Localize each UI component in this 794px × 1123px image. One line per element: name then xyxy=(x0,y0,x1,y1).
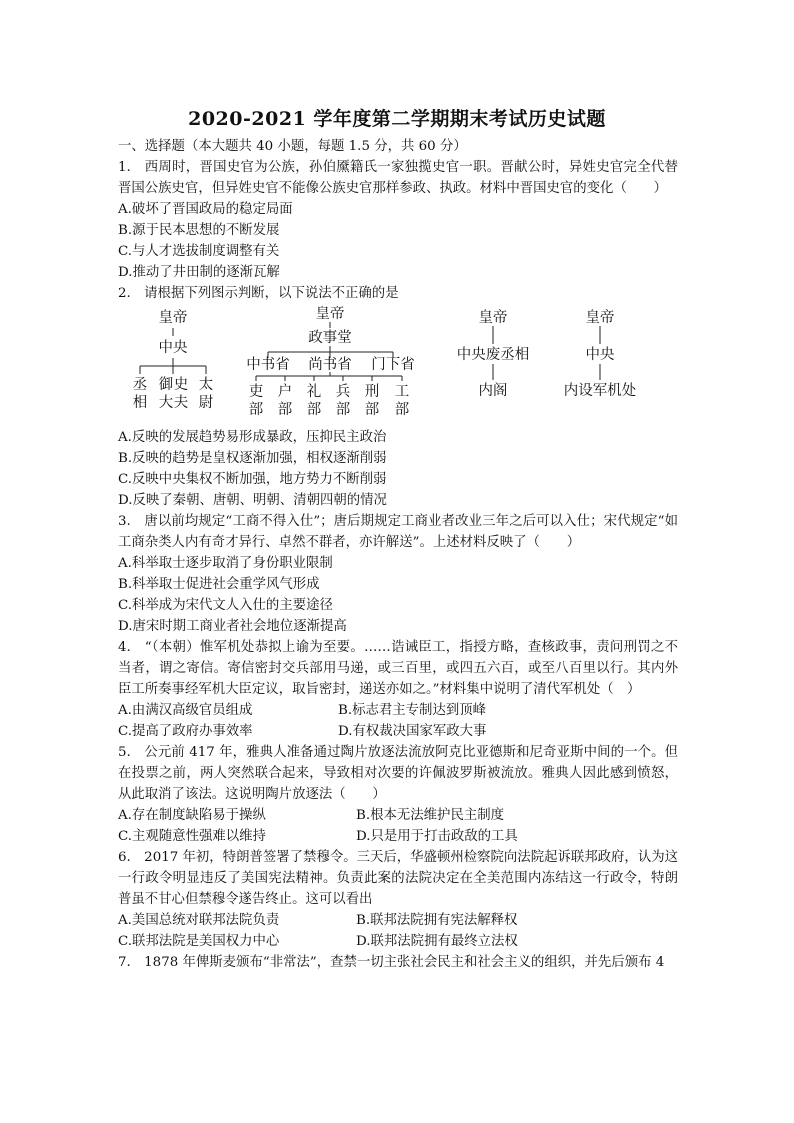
q1-option-d: D.推动了井田制的逐渐瓦解 xyxy=(118,265,280,280)
q3-option-b: B.科举取士促进社会重学风气形成 xyxy=(118,577,320,592)
section-heading: 一、选择题（本大题共 40 小题，每题 1.5 分，共 60 分） xyxy=(118,139,467,154)
d2-ministry-5: 刑部 xyxy=(364,384,380,418)
q5-option-a: A.存在制度缺陷易于操纵 xyxy=(118,808,266,823)
d1-emperor: 皇帝 xyxy=(158,310,188,326)
q5-option-b: B.根本无法维护民主制度 xyxy=(356,808,505,823)
q3-option-d: D.唐宋时期工商业者社会地位逐渐提高 xyxy=(118,619,347,634)
d1-official-2: 御大史夫 xyxy=(158,377,189,411)
d2-department-1: 中书省 xyxy=(246,357,290,373)
d2-ministry-4: 兵部 xyxy=(335,384,351,418)
d4-emperor: 皇帝 xyxy=(585,310,615,326)
d2-emperor: 皇帝 xyxy=(315,306,345,322)
q4-option-a: A.由满汉高级官员组成 xyxy=(118,703,253,718)
q4-options-row-2 xyxy=(118,721,678,742)
q1-option-a: A.破坏了晋国政局的稳定局面 xyxy=(118,202,293,217)
diagram-svg xyxy=(0,306,794,424)
d2-department-2: 尚书省 xyxy=(308,357,352,373)
question-3-stem: 3. 唐以前均规定“工商不得入仕”；唐后期规定工商业者改业三年之后可以入仕；宋代规定“如工商杂类人内有奇才异行、卓然不群者，亦许解送”。上述材料反映了（ ） xyxy=(118,514,678,550)
q5-options-row-2 xyxy=(118,826,678,847)
question-1-stem: 1. 西周时，晋国史官为公族，孙伯黡籍氏一家独揽史官一职。晋献公时，异姓史官完全代替晋国公族史官，但异姓史官不能像公族史官那样参政、执政。材料中晋国史官的变化（ ） xyxy=(118,160,678,196)
q3-option-a: A.科举取士逐步取消了身份职业限制 xyxy=(118,556,333,571)
q6-options-row-2 xyxy=(118,931,678,952)
d2-department-3: 门下省 xyxy=(371,357,415,373)
q2-option-c: C.反映中央集权不断加强，地方势力不断削弱 xyxy=(118,472,387,487)
question-7-stem: 7. 1878 年俾斯麦颁布“非常法”，查禁一切主张社会民主和社会主义的组织，并先后颁布 4 xyxy=(118,955,665,970)
d1-officials xyxy=(133,376,214,411)
q6-options-row-1 xyxy=(118,910,678,931)
exam-title: 2020-2021 学年度第二学期期末考试历史试题 xyxy=(188,108,606,130)
q5-option-d: D.只是用于打击政敌的工具 xyxy=(356,829,518,844)
q2-option-a: A.反映的发展趋势易形成暴政，压抑民主政治 xyxy=(118,430,387,445)
q6-option-b: B.联邦法院拥有宪法解释权 xyxy=(356,913,518,928)
d4-grand-council: 内设军机处 xyxy=(563,383,637,399)
q5-option-c: C.主观随意性强难以维持 xyxy=(118,829,266,844)
q4-option-d: D.有权裁决国家军政大事 xyxy=(338,724,487,739)
d3-emperor: 皇帝 xyxy=(478,310,508,326)
q4-option-b: B.标志君主专制达到顶峰 xyxy=(338,703,487,718)
d2-zhengshitang: 政事堂 xyxy=(308,330,352,346)
q6-option-a: A.美国总统对联邦法院负责 xyxy=(118,913,280,928)
d2-ministry-6: 工部 xyxy=(394,384,410,418)
q6-option-c: C.联邦法院是美国权力中心 xyxy=(118,934,280,949)
exam-content xyxy=(118,136,678,973)
d2-ministry-2: 户部 xyxy=(277,384,293,418)
question-6-stem: 6. 2017 年初，特朗普签署了禁穆令。三天后，华盛顿州检察院向法院起诉联邦政府，认为这一行政令明显违反了美国宪法精神。负责此案的法院决定在全美范围内冻结这一行政令，特朗普虽不甘心但禁穆令遂告终止。这可以看出 xyxy=(118,850,678,907)
q1-option-b: B.源于民本思想的不断发展 xyxy=(118,223,280,238)
d3-cabinet: 内阁 xyxy=(478,383,508,399)
d4-central: 中央 xyxy=(585,347,615,363)
d2-ministry-3: 礼部 xyxy=(306,384,322,418)
d2-six-ministries xyxy=(249,383,410,418)
q4-option-c: C.提高了政府办事效率 xyxy=(118,724,253,739)
q2-option-b: B.反映的趋势是皇权逐渐加强，相权逐渐削弱 xyxy=(118,451,387,466)
q5-options-row-1 xyxy=(118,805,678,826)
q1-option-c: C.与人才选拔制度调整有关 xyxy=(118,244,280,259)
d1-central: 中央 xyxy=(158,340,188,356)
d1-official-1: 丞相 xyxy=(132,377,148,411)
q4-options-row-1 xyxy=(118,700,678,721)
question-4-stem: 4. “（本朝）惟军机处恭拟上谕为至要。……诰诫臣工，指授方略，查核政事，责问刑罚之不当者，谓之寄信。寄信密封交兵部用马递，或三百里，或四五六百，或至八百里以行。其内外臣工所奏事经军机大臣定议，取旨密封，递送亦如之。”材料集中说明了清代军机处（ ） xyxy=(118,640,678,697)
d2-three-departments xyxy=(246,355,415,373)
d1-official-3: 太尉 xyxy=(198,377,214,411)
question-2-stem: 2. 请根据下列图示判断，以下说法不正确的是 xyxy=(118,286,399,301)
question-5-stem: 5. 公元前 417 年，雅典人准备通过陶片放逐法流放阿克比亚德斯和尼奇亚斯中间的一个。但在投票之前，两人突然联合起来，导致相对次要的许佩波罗斯被流放。雅典人因此感到愤怒，从此取消了该法。这说明陶片放逐法（ ） xyxy=(118,745,678,802)
q6-option-d: D.联邦法院拥有最终立法权 xyxy=(356,934,518,949)
d2-ministry-1: 吏部 xyxy=(248,384,264,418)
q3-option-c: C.科举成为宋代文人入仕的主要途径 xyxy=(118,598,333,613)
government-structure-diagram xyxy=(118,306,678,424)
q2-option-d: D.反映了秦朝、唐朝、明朝、清朝四朝的情况 xyxy=(118,493,387,508)
d3-central: 中央废丞相 xyxy=(456,347,530,363)
